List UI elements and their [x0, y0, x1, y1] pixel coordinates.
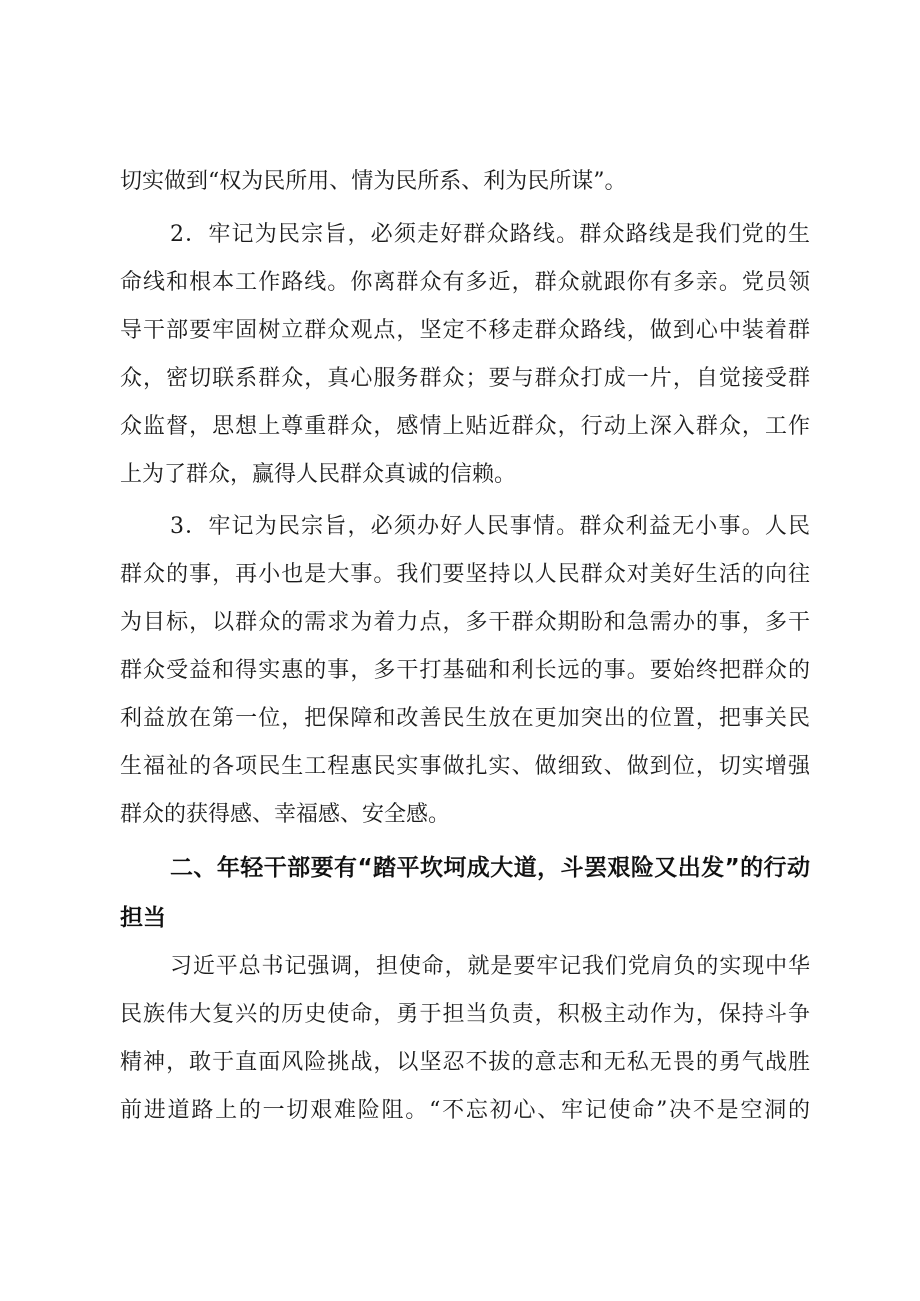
paragraph-line: 利益放在第一位，把保障和改善民生放在更加突出的位置，把事关民	[120, 706, 810, 731]
paragraph-line: 民族伟大复兴的历史使命，勇于担当负责，积极主动作为，保持斗争	[120, 1002, 810, 1027]
paragraph-line: 前进道路上的一切艰难险阻。“不忘初心、牢记使命”决不是空洞的	[120, 1098, 810, 1123]
paragraph-line: 3．牢记为民宗旨，必须办好人民事情。群众利益无小事。人民	[170, 514, 810, 539]
paragraph-line: 习近平总书记强调，担使命，就是要牢记我们党肩负的实现中华	[170, 954, 810, 979]
paragraph-line: 精神，敢于直面风险挑战，以坚忍不拔的意志和无私无畏的勇气战胜	[120, 1050, 810, 1075]
section-heading-continued: 担当	[120, 905, 166, 931]
paragraph-line: 2．牢记为民宗旨，必须走好群众路线。群众路线是我们党的生	[170, 222, 810, 247]
paragraph-line: 切实做到“权为民所用、情为民所系、利为民所谋”。	[120, 169, 627, 194]
paragraph-line: 众，密切联系群众，真心服务群众；要与群众打成一片，自觉接受群	[120, 366, 810, 391]
paragraph-line: 群众受益和得实惠的事，多干打基础和利长远的事。要始终把群众的	[120, 658, 810, 683]
paragraph-line: 导干部要牢固树立群众观点，坚定不移走群众路线，做到心中装着群	[120, 318, 810, 343]
paragraph-line: 为目标，以群众的需求为着力点，多干群众期盼和急需办的事，多干	[120, 610, 810, 635]
paragraph-line: 生福祉的各项民生工程惠民实事做扎实、做细致、做到位，切实增强	[120, 754, 810, 779]
paragraph-line: 命线和根本工作路线。你离群众有多近，群众就跟你有多亲。党员领	[120, 270, 810, 295]
paragraph-line: 群众的获得感、幸福感、安全感。	[120, 802, 451, 827]
paragraph-line: 众监督，思想上尊重群众，感情上贴近群众，行动上深入群众，工作	[120, 414, 810, 439]
section-heading: 二、年轻干部要有“踏平坎坷成大道，斗罢艰险又出发”的行动	[170, 855, 810, 881]
paragraph-line: 群众的事，再小也是大事。我们要坚持以人民群众对美好生活的向往	[120, 562, 810, 587]
paragraph-line: 上为了群众，赢得人民群众真诚的信赖。	[120, 462, 517, 487]
